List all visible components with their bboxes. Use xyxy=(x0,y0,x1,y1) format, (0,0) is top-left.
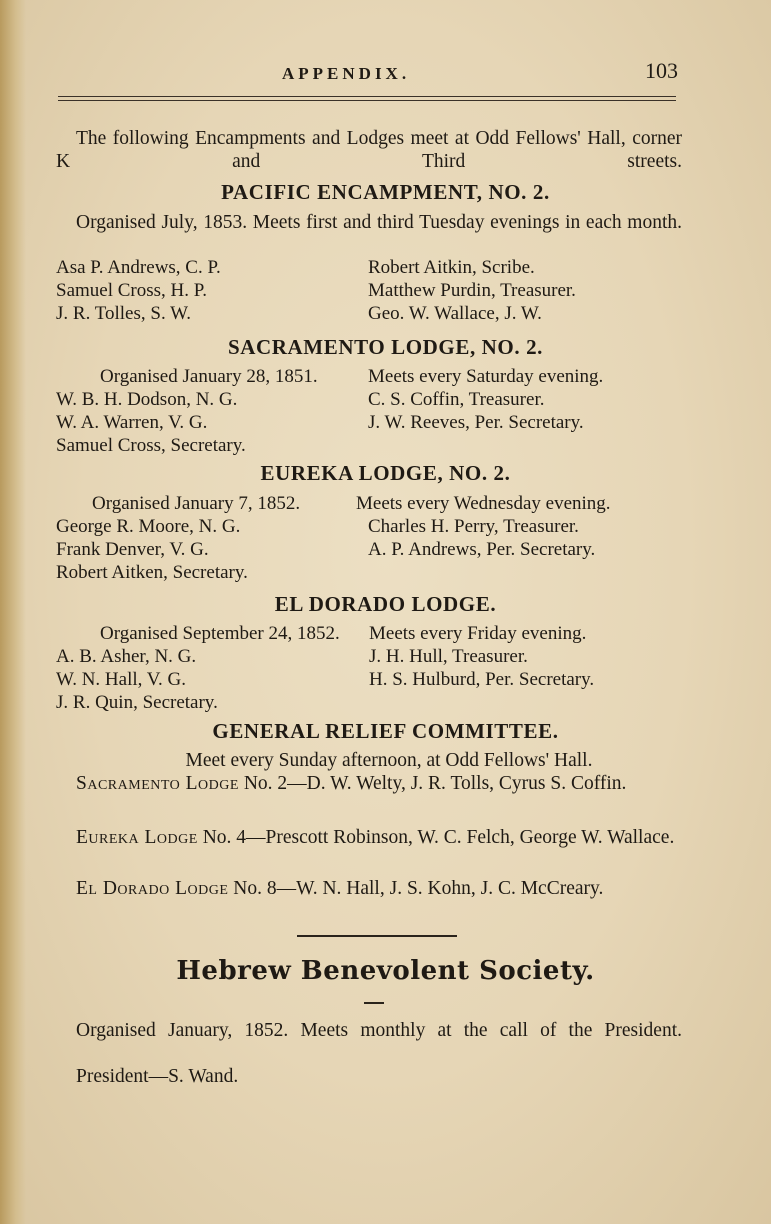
officer: Frank Denver, V. G. xyxy=(56,539,209,560)
relief-entry-eureka xyxy=(56,826,682,849)
eldorado-organised: Organised September 24, 1852. xyxy=(100,623,340,644)
officer: A. B. Asher, N. G. xyxy=(56,646,197,667)
hebrew-president: President—S. Wand. xyxy=(76,1066,239,1087)
section-divider-rule xyxy=(297,935,457,937)
officer: J. R. Tolles, S. W. xyxy=(56,303,192,324)
officer: H. S. Hulburd, Per. Secretary. xyxy=(369,669,595,690)
officer: Asa P. Andrews, C. P. xyxy=(56,257,221,278)
eldorado-meets: Meets every Friday evening. xyxy=(369,623,587,644)
officer: Samuel Cross, H. P. xyxy=(56,280,207,301)
officer: George R. Moore, N. G. xyxy=(56,516,241,537)
relief-members: No. 4—Prescott Robinson, W. C. Felch, George W. Wallace. xyxy=(197,827,675,848)
title-dash xyxy=(364,1002,384,1004)
eureka-organised: Organised January 7, 1852. xyxy=(92,493,301,514)
pacific-organised: Organised July, 1853. Meets first and third Tuesday evenings in each month. xyxy=(76,212,682,233)
pacific-officers-left xyxy=(56,256,221,325)
el-dorado-lodge-heading: EL DORADO LODGE. xyxy=(274,592,497,616)
hebrew-organised: Organised January, 1852. Meets monthly at the call of the President. xyxy=(76,1020,682,1041)
running-title: APPENDIX. xyxy=(282,64,411,83)
eureka-officers-right xyxy=(356,492,611,561)
eldorado-officers-left xyxy=(56,622,340,714)
relief-entry-sacramento xyxy=(56,772,682,795)
intro-paragraph: The following Encampments and Lodges meet at Odd Fellows' Hall, corner K and Third streets. xyxy=(56,128,682,172)
officer: Charles H. Perry, Treasurer. xyxy=(368,516,579,537)
officer: W. N. Hall, V. G. xyxy=(56,669,187,690)
relief-entry-el-dorado xyxy=(56,877,682,900)
sacramento-meets: Meets every Saturday evening. xyxy=(368,366,604,387)
hebrew-society-title: Hebrew Benevolent Society. xyxy=(176,956,595,986)
officer: W. B. H. Dodson, N. G. xyxy=(56,389,238,410)
sacramento-organised: Organised January 28, 1851. xyxy=(100,366,318,387)
lodge-name: Sacramento Lodge xyxy=(76,773,239,794)
officer: Robert Aitkin, Scribe. xyxy=(368,257,535,278)
relief-committee-heading: GENERAL RELIEF COMMITTEE. xyxy=(212,719,559,743)
lodge-name: Eureka Lodge xyxy=(76,827,198,848)
officer: C. S. Coffin, Treasurer. xyxy=(368,389,545,410)
officer: J. W. Reeves, Per. Secretary. xyxy=(368,412,584,433)
officer: J. R. Quin, Secretary. xyxy=(56,692,218,713)
relief-members: No. 8—W. N. Hall, J. S. Kohn, J. C. McCreary. xyxy=(228,878,604,899)
officer: Robert Aitken, Secretary. xyxy=(56,562,248,583)
officer: Matthew Purdin, Treasurer. xyxy=(368,280,576,301)
eureka-lodge-heading: EUREKA LODGE, NO. 2. xyxy=(260,461,511,485)
officer: J. H. Hull, Treasurer. xyxy=(369,646,528,667)
relief-meets: Meet every Sunday afternoon, at Odd Fellows' Hall. xyxy=(185,750,593,771)
sacramento-officers-right xyxy=(368,365,603,434)
officer: A. P. Andrews, Per. Secretary. xyxy=(368,539,596,560)
sacramento-lodge-heading: SACRAMENTO LODGE, NO. 2. xyxy=(227,335,544,359)
eureka-officers-left xyxy=(56,492,300,584)
eldorado-officers-right xyxy=(369,622,594,691)
header-rule-top xyxy=(58,96,676,97)
page-header xyxy=(60,58,680,88)
pacific-encampment-heading: PACIFIC ENCAMPMENT, NO. 2. xyxy=(221,180,550,204)
eureka-meets: Meets every Wednesday evening. xyxy=(356,493,611,514)
pacific-officers-right xyxy=(368,256,576,325)
officer: Geo. W. Wallace, J. W. xyxy=(368,303,542,324)
relief-members: No. 2—D. W. Welty, J. R. Tolls, Cyrus S. Coffin. xyxy=(238,773,627,794)
officer: Samuel Cross, Secretary. xyxy=(56,435,246,456)
header-rule-bottom xyxy=(58,100,676,101)
sacramento-officers-left xyxy=(56,365,318,457)
lodge-name: El Dorado Lodge xyxy=(76,878,229,899)
page-number: 103 xyxy=(645,58,678,83)
officer: W. A. Warren, V. G. xyxy=(56,412,208,433)
